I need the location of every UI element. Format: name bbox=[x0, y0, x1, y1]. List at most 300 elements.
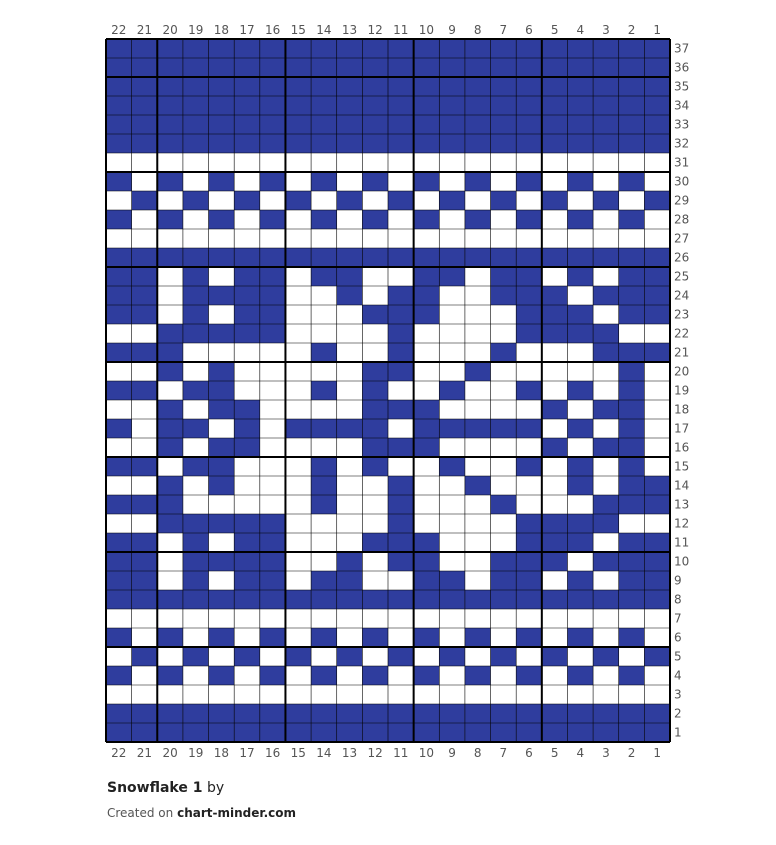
stitch-r19-c7 bbox=[491, 381, 517, 400]
stitch-r30-c14 bbox=[311, 172, 337, 191]
stitch-r7-c14 bbox=[311, 609, 337, 628]
stitch-r13-c14 bbox=[311, 495, 337, 514]
stitch-r31-c13 bbox=[337, 153, 363, 172]
stitch-r29-c16 bbox=[260, 191, 286, 210]
stitch-r27-c9 bbox=[439, 229, 465, 248]
column-number-bottom-6: 6 bbox=[525, 746, 533, 760]
stitch-r2-c8 bbox=[465, 704, 491, 723]
stitch-r31-c19 bbox=[183, 153, 209, 172]
column-number-top-7: 7 bbox=[499, 23, 508, 37]
stitch-r9-c9 bbox=[439, 571, 465, 590]
stitch-r11-c12 bbox=[362, 533, 388, 552]
row-number-24: 24 bbox=[674, 288, 690, 303]
stitch-r37-c11 bbox=[388, 39, 414, 58]
stitch-r10-c17 bbox=[234, 552, 260, 571]
stitch-r20-c18 bbox=[209, 362, 235, 381]
stitch-r30-c6 bbox=[516, 172, 542, 191]
stitch-r33-c9 bbox=[439, 115, 465, 134]
stitch-r37-c3 bbox=[593, 39, 619, 58]
stitch-r12-c4 bbox=[567, 514, 593, 533]
stitch-r5-c1 bbox=[644, 647, 670, 666]
stitch-r20-c19 bbox=[183, 362, 209, 381]
stitch-r20-c1 bbox=[644, 362, 670, 381]
stitch-r18-c8 bbox=[465, 400, 491, 419]
stitch-r26-c20 bbox=[157, 248, 183, 267]
stitch-r26-c14 bbox=[311, 248, 337, 267]
stitch-r3-c12 bbox=[362, 685, 388, 704]
stitch-r27-c18 bbox=[209, 229, 235, 248]
row-number-11: 11 bbox=[674, 535, 690, 550]
stitch-r23-c2 bbox=[619, 305, 645, 324]
stitch-r32-c14 bbox=[311, 134, 337, 153]
stitch-r7-c17 bbox=[234, 609, 260, 628]
stitch-r12-c2 bbox=[619, 514, 645, 533]
stitch-r1-c8 bbox=[465, 723, 491, 742]
stitch-r23-c8 bbox=[465, 305, 491, 324]
row-number-31: 31 bbox=[674, 155, 690, 170]
stitch-r35-c19 bbox=[183, 77, 209, 96]
stitch-r36-c20 bbox=[157, 58, 183, 77]
stitch-r17-c1 bbox=[644, 419, 670, 438]
stitch-r22-c14 bbox=[311, 324, 337, 343]
column-number-bottom-1: 1 bbox=[653, 746, 662, 760]
stitch-r28-c19 bbox=[183, 210, 209, 229]
row-number-35: 35 bbox=[674, 79, 690, 94]
stitch-r23-c3 bbox=[593, 305, 619, 324]
stitch-r20-c3 bbox=[593, 362, 619, 381]
stitch-r11-c16 bbox=[260, 533, 286, 552]
stitch-r8-c19 bbox=[183, 590, 209, 609]
stitch-r6-c1 bbox=[644, 628, 670, 647]
stitch-r29-c6 bbox=[516, 191, 542, 210]
stitch-r11-c13 bbox=[337, 533, 363, 552]
stitch-r11-c14 bbox=[311, 533, 337, 552]
stitch-r29-c2 bbox=[619, 191, 645, 210]
stitch-r6-c7 bbox=[491, 628, 517, 647]
stitch-r21-c4 bbox=[567, 343, 593, 362]
stitch-r36-c14 bbox=[311, 58, 337, 77]
stitch-r29-c15 bbox=[285, 191, 311, 210]
stitch-r31-c16 bbox=[260, 153, 286, 172]
stitch-r10-c18 bbox=[209, 552, 235, 571]
stitch-r9-c8 bbox=[465, 571, 491, 590]
stitch-r9-c19 bbox=[183, 571, 209, 590]
stitch-r6-c8 bbox=[465, 628, 491, 647]
stitch-r7-c21 bbox=[132, 609, 158, 628]
stitch-r20-c5 bbox=[542, 362, 568, 381]
stitch-r2-c2 bbox=[619, 704, 645, 723]
stitch-r23-c16 bbox=[260, 305, 286, 324]
stitch-r25-c3 bbox=[593, 267, 619, 286]
row-number-32: 32 bbox=[674, 136, 690, 151]
stitch-r17-c8 bbox=[465, 419, 491, 438]
stitch-r11-c20 bbox=[157, 533, 183, 552]
stitch-r4-c10 bbox=[414, 666, 440, 685]
stitch-r28-c13 bbox=[337, 210, 363, 229]
stitch-r2-c17 bbox=[234, 704, 260, 723]
stitch-r27-c7 bbox=[491, 229, 517, 248]
stitch-r21-c10 bbox=[414, 343, 440, 362]
stitch-r1-c19 bbox=[183, 723, 209, 742]
stitch-r27-c1 bbox=[644, 229, 670, 248]
stitch-r4-c17 bbox=[234, 666, 260, 685]
stitch-r36-c1 bbox=[644, 58, 670, 77]
stitch-r14-c3 bbox=[593, 476, 619, 495]
stitch-r8-c1 bbox=[644, 590, 670, 609]
stitch-r1-c22 bbox=[106, 723, 132, 742]
stitch-r6-c4 bbox=[567, 628, 593, 647]
stitch-r13-c9 bbox=[439, 495, 465, 514]
stitch-r11-c15 bbox=[285, 533, 311, 552]
column-number-top-22: 22 bbox=[111, 23, 127, 37]
stitch-r31-c1 bbox=[644, 153, 670, 172]
stitch-r10-c16 bbox=[260, 552, 286, 571]
column-number-bottom-13: 13 bbox=[341, 746, 358, 760]
stitch-r12-c10 bbox=[414, 514, 440, 533]
stitch-r21-c15 bbox=[285, 343, 311, 362]
stitch-r31-c2 bbox=[619, 153, 645, 172]
stitch-r31-c21 bbox=[132, 153, 158, 172]
stitch-r27-c22 bbox=[106, 229, 132, 248]
stitch-r10-c14 bbox=[311, 552, 337, 571]
stitch-r34-c3 bbox=[593, 96, 619, 115]
stitch-r28-c15 bbox=[285, 210, 311, 229]
stitch-r32-c18 bbox=[209, 134, 235, 153]
stitch-r22-c20 bbox=[157, 324, 183, 343]
column-number-bottom-2: 2 bbox=[627, 746, 636, 760]
stitch-r1-c6 bbox=[516, 723, 542, 742]
stitch-r24-c8 bbox=[465, 286, 491, 305]
stitch-r19-c14 bbox=[311, 381, 337, 400]
stitch-r22-c22 bbox=[106, 324, 132, 343]
stitch-r5-c19 bbox=[183, 647, 209, 666]
stitch-r3-c22 bbox=[106, 685, 132, 704]
column-number-top-20: 20 bbox=[162, 23, 178, 37]
stitch-r7-c4 bbox=[567, 609, 593, 628]
stitch-r20-c6 bbox=[516, 362, 542, 381]
stitch-r17-c12 bbox=[362, 419, 388, 438]
column-number-bottom-8: 8 bbox=[473, 746, 482, 760]
stitch-r24-c13 bbox=[337, 286, 363, 305]
stitch-r31-c15 bbox=[285, 153, 311, 172]
stitch-r34-c11 bbox=[388, 96, 414, 115]
stitch-r35-c1 bbox=[644, 77, 670, 96]
chart-title-line bbox=[107, 780, 224, 796]
stitch-r5-c12 bbox=[362, 647, 388, 666]
stitch-r18-c11 bbox=[388, 400, 414, 419]
stitch-r22-c2 bbox=[619, 324, 645, 343]
column-number-bottom-11: 11 bbox=[393, 746, 409, 760]
stitch-r28-c16 bbox=[260, 210, 286, 229]
stitch-r25-c17 bbox=[234, 267, 260, 286]
stitch-r35-c3 bbox=[593, 77, 619, 96]
stitch-r10-c6 bbox=[516, 552, 542, 571]
stitch-r34-c9 bbox=[439, 96, 465, 115]
stitch-r16-c4 bbox=[567, 438, 593, 457]
stitch-r32-c17 bbox=[234, 134, 260, 153]
stitch-r19-c20 bbox=[157, 381, 183, 400]
stitch-r27-c6 bbox=[516, 229, 542, 248]
stitch-r3-c7 bbox=[491, 685, 517, 704]
row-number-2: 2 bbox=[674, 706, 682, 721]
stitch-r30-c7 bbox=[491, 172, 517, 191]
stitch-r24-c6 bbox=[516, 286, 542, 305]
stitch-r32-c22 bbox=[106, 134, 132, 153]
stitch-r15-c16 bbox=[260, 457, 286, 476]
stitch-r3-c14 bbox=[311, 685, 337, 704]
stitch-r4-c19 bbox=[183, 666, 209, 685]
column-number-top-14: 14 bbox=[316, 23, 332, 37]
stitch-r6-c14 bbox=[311, 628, 337, 647]
stitch-r21-c17 bbox=[234, 343, 260, 362]
stitch-r29-c4 bbox=[567, 191, 593, 210]
stitch-r29-c1 bbox=[644, 191, 670, 210]
stitch-r24-c9 bbox=[439, 286, 465, 305]
stitch-r2-c11 bbox=[388, 704, 414, 723]
stitch-r20-c13 bbox=[337, 362, 363, 381]
stitch-r15-c10 bbox=[414, 457, 440, 476]
stitch-r24-c16 bbox=[260, 286, 286, 305]
stitch-r33-c6 bbox=[516, 115, 542, 134]
stitch-r1-c11 bbox=[388, 723, 414, 742]
stitch-r36-c22 bbox=[106, 58, 132, 77]
row-number-1: 1 bbox=[674, 725, 682, 740]
stitch-r5-c15 bbox=[285, 647, 311, 666]
stitch-r34-c21 bbox=[132, 96, 158, 115]
stitch-r24-c14 bbox=[311, 286, 337, 305]
stitch-r15-c14 bbox=[311, 457, 337, 476]
stitch-r1-c7 bbox=[491, 723, 517, 742]
stitch-r11-c17 bbox=[234, 533, 260, 552]
stitch-r3-c16 bbox=[260, 685, 286, 704]
stitch-r20-c12 bbox=[362, 362, 388, 381]
stitch-r33-c12 bbox=[362, 115, 388, 134]
stitch-r1-c12 bbox=[362, 723, 388, 742]
stitch-r36-c2 bbox=[619, 58, 645, 77]
stitch-r24-c5 bbox=[542, 286, 568, 305]
stitch-r28-c20 bbox=[157, 210, 183, 229]
stitch-r7-c7 bbox=[491, 609, 517, 628]
stitch-r32-c15 bbox=[285, 134, 311, 153]
stitch-r16-c6 bbox=[516, 438, 542, 457]
stitch-r31-c8 bbox=[465, 153, 491, 172]
stitch-r28-c1 bbox=[644, 210, 670, 229]
credit-site-link[interactable]: chart-minder.com bbox=[177, 806, 296, 820]
stitch-r28-c12 bbox=[362, 210, 388, 229]
stitch-r19-c10 bbox=[414, 381, 440, 400]
column-number-top-19: 19 bbox=[188, 23, 204, 37]
stitch-r15-c20 bbox=[157, 457, 183, 476]
stitch-r1-c5 bbox=[542, 723, 568, 742]
stitch-r33-c4 bbox=[567, 115, 593, 134]
stitch-r17-c13 bbox=[337, 419, 363, 438]
stitch-r18-c17 bbox=[234, 400, 260, 419]
stitch-r7-c5 bbox=[542, 609, 568, 628]
row-number-25: 25 bbox=[674, 269, 690, 284]
stitch-r34-c15 bbox=[285, 96, 311, 115]
stitch-r22-c6 bbox=[516, 324, 542, 343]
stitch-r35-c2 bbox=[619, 77, 645, 96]
stitch-r26-c10 bbox=[414, 248, 440, 267]
stitch-r14-c20 bbox=[157, 476, 183, 495]
stitch-r36-c4 bbox=[567, 58, 593, 77]
stitch-r16-c1 bbox=[644, 438, 670, 457]
stitch-r12-c8 bbox=[465, 514, 491, 533]
stitch-r29-c7 bbox=[491, 191, 517, 210]
stitch-r34-c5 bbox=[542, 96, 568, 115]
stitch-r5-c17 bbox=[234, 647, 260, 666]
stitch-r19-c8 bbox=[465, 381, 491, 400]
stitch-r12-c14 bbox=[311, 514, 337, 533]
stitch-r24-c10 bbox=[414, 286, 440, 305]
stitch-r24-c4 bbox=[567, 286, 593, 305]
stitch-r15-c17 bbox=[234, 457, 260, 476]
column-number-bottom-15: 15 bbox=[290, 746, 306, 760]
stitch-r36-c17 bbox=[234, 58, 260, 77]
stitch-r4-c12 bbox=[362, 666, 388, 685]
stitch-r2-c21 bbox=[132, 704, 158, 723]
stitch-r4-c2 bbox=[619, 666, 645, 685]
stitch-r21-c22 bbox=[106, 343, 132, 362]
stitch-r34-c17 bbox=[234, 96, 260, 115]
stitch-r18-c6 bbox=[516, 400, 542, 419]
stitch-r29-c13 bbox=[337, 191, 363, 210]
stitch-r32-c9 bbox=[439, 134, 465, 153]
stitch-r7-c18 bbox=[209, 609, 235, 628]
stitch-r6-c12 bbox=[362, 628, 388, 647]
stitch-r8-c3 bbox=[593, 590, 619, 609]
stitch-r1-c14 bbox=[311, 723, 337, 742]
column-number-top-6: 6 bbox=[525, 23, 533, 37]
stitch-r21-c20 bbox=[157, 343, 183, 362]
stitch-r21-c8 bbox=[465, 343, 491, 362]
stitch-r22-c5 bbox=[542, 324, 568, 343]
stitch-r9-c22 bbox=[106, 571, 132, 590]
stitch-r35-c16 bbox=[260, 77, 286, 96]
stitch-r3-c3 bbox=[593, 685, 619, 704]
stitch-r8-c2 bbox=[619, 590, 645, 609]
stitch-r2-c5 bbox=[542, 704, 568, 723]
stitch-r37-c4 bbox=[567, 39, 593, 58]
stitch-r10-c12 bbox=[362, 552, 388, 571]
stitch-r28-c3 bbox=[593, 210, 619, 229]
stitch-r15-c5 bbox=[542, 457, 568, 476]
row-number-22: 22 bbox=[674, 326, 690, 341]
column-number-top-17: 17 bbox=[239, 23, 255, 37]
stitch-r7-c6 bbox=[516, 609, 542, 628]
stitch-r36-c18 bbox=[209, 58, 235, 77]
stitch-r18-c9 bbox=[439, 400, 465, 419]
stitch-r26-c9 bbox=[439, 248, 465, 267]
stitch-r36-c10 bbox=[414, 58, 440, 77]
stitch-r9-c11 bbox=[388, 571, 414, 590]
stitch-r20-c14 bbox=[311, 362, 337, 381]
stitch-r37-c17 bbox=[234, 39, 260, 58]
stitch-r33-c19 bbox=[183, 115, 209, 134]
stitch-r6-c9 bbox=[439, 628, 465, 647]
stitch-r18-c13 bbox=[337, 400, 363, 419]
stitch-r4-c20 bbox=[157, 666, 183, 685]
stitch-r9-c17 bbox=[234, 571, 260, 590]
row-number-17: 17 bbox=[674, 421, 690, 436]
stitch-r13-c3 bbox=[593, 495, 619, 514]
column-number-bottom-4: 4 bbox=[576, 746, 585, 760]
stitch-r19-c3 bbox=[593, 381, 619, 400]
stitch-r22-c10 bbox=[414, 324, 440, 343]
stitch-r14-c7 bbox=[491, 476, 517, 495]
stitch-r37-c13 bbox=[337, 39, 363, 58]
stitch-r19-c15 bbox=[285, 381, 311, 400]
stitch-r2-c3 bbox=[593, 704, 619, 723]
stitch-r3-c19 bbox=[183, 685, 209, 704]
stitch-r6-c6 bbox=[516, 628, 542, 647]
stitch-r25-c12 bbox=[362, 267, 388, 286]
stitch-r6-c18 bbox=[209, 628, 235, 647]
stitch-r15-c11 bbox=[388, 457, 414, 476]
stitch-r10-c13 bbox=[337, 552, 363, 571]
stitch-r26-c15 bbox=[285, 248, 311, 267]
chart-title: Snowflake 1 bbox=[107, 780, 203, 796]
stitch-r33-c1 bbox=[644, 115, 670, 134]
stitch-r11-c5 bbox=[542, 533, 568, 552]
stitch-r15-c21 bbox=[132, 457, 158, 476]
stitch-r9-c2 bbox=[619, 571, 645, 590]
stitch-r26-c13 bbox=[337, 248, 363, 267]
stitch-r26-c3 bbox=[593, 248, 619, 267]
stitch-r3-c11 bbox=[388, 685, 414, 704]
stitch-r1-c9 bbox=[439, 723, 465, 742]
stitch-r26-c11 bbox=[388, 248, 414, 267]
stitch-r24-c11 bbox=[388, 286, 414, 305]
stitch-r30-c19 bbox=[183, 172, 209, 191]
stitch-r33-c15 bbox=[285, 115, 311, 134]
stitch-r33-c22 bbox=[106, 115, 132, 134]
stitch-r10-c22 bbox=[106, 552, 132, 571]
stitch-r6-c17 bbox=[234, 628, 260, 647]
stitch-r6-c20 bbox=[157, 628, 183, 647]
stitch-r4-c3 bbox=[593, 666, 619, 685]
stitch-r10-c4 bbox=[567, 552, 593, 571]
stitch-r30-c16 bbox=[260, 172, 286, 191]
stitch-r35-c17 bbox=[234, 77, 260, 96]
stitch-r18-c22 bbox=[106, 400, 132, 419]
stitch-r30-c1 bbox=[644, 172, 670, 191]
column-number-bottom-16: 16 bbox=[264, 746, 281, 760]
stitch-r20-c4 bbox=[567, 362, 593, 381]
stitch-r37-c5 bbox=[542, 39, 568, 58]
stitch-r26-c8 bbox=[465, 248, 491, 267]
stitch-r9-c1 bbox=[644, 571, 670, 590]
column-number-bottom-14: 14 bbox=[316, 746, 332, 760]
stitch-r24-c21 bbox=[132, 286, 158, 305]
stitch-r23-c5 bbox=[542, 305, 568, 324]
stitch-r27-c13 bbox=[337, 229, 363, 248]
stitch-r5-c3 bbox=[593, 647, 619, 666]
stitch-r17-c21 bbox=[132, 419, 158, 438]
stitch-r9-c15 bbox=[285, 571, 311, 590]
stitch-r12-c13 bbox=[337, 514, 363, 533]
stitch-r6-c11 bbox=[388, 628, 414, 647]
stitch-r6-c19 bbox=[183, 628, 209, 647]
stitch-r5-c10 bbox=[414, 647, 440, 666]
stitch-r11-c1 bbox=[644, 533, 670, 552]
stitch-r31-c17 bbox=[234, 153, 260, 172]
stitch-r2-c22 bbox=[106, 704, 132, 723]
stitch-r8-c16 bbox=[260, 590, 286, 609]
stitch-r3-c2 bbox=[619, 685, 645, 704]
stitch-r12-c16 bbox=[260, 514, 286, 533]
stitch-r9-c10 bbox=[414, 571, 440, 590]
